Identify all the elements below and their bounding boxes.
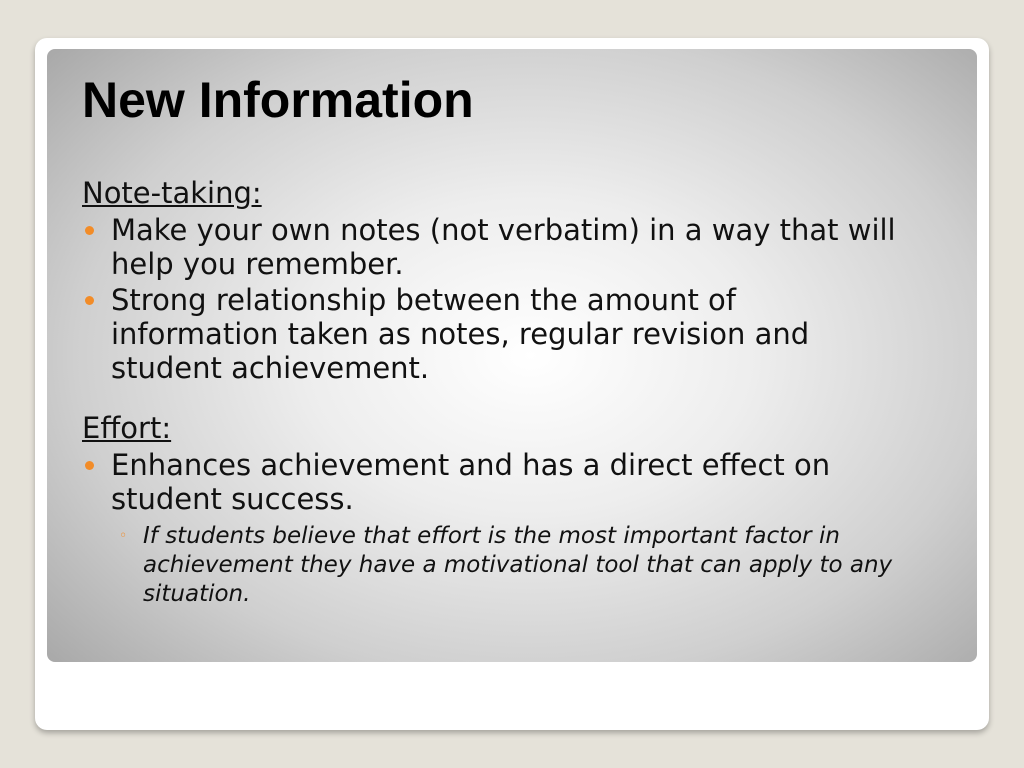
list-item — [82, 213, 911, 281]
slide-body — [82, 175, 962, 609]
list-item — [82, 448, 911, 609]
effort-sub-bullet-list — [111, 522, 911, 609]
note-taking-bullet-list — [82, 213, 962, 385]
effort-bullet-list — [82, 448, 962, 609]
bullet-text: Make your own notes (not verbatim) in a way that will help you remember. — [111, 213, 896, 281]
slide-title: New Information — [82, 72, 474, 128]
filled-circle-bullet-icon — [85, 461, 94, 470]
list-item — [82, 283, 911, 385]
section-heading-effort: Effort: — [82, 411, 172, 445]
section-heading-note-taking: Note-taking: — [82, 176, 262, 210]
hollow-circle-bullet-icon: ◦ — [119, 528, 128, 544]
filled-circle-bullet-icon — [85, 296, 94, 305]
bullet-text: Strong relationship between the amount of information taken as notes, regular revision and student achievement. — [111, 283, 810, 385]
filled-circle-bullet-icon — [85, 226, 94, 235]
sub-bullet-text: If students believe that effort is the most important factor in achievement they have a motivational tool that can apply to any situation. — [143, 523, 893, 607]
bullet-text: Enhances achievement and has a direct effect on student success. — [111, 448, 831, 516]
sub-list-item — [111, 522, 973, 609]
